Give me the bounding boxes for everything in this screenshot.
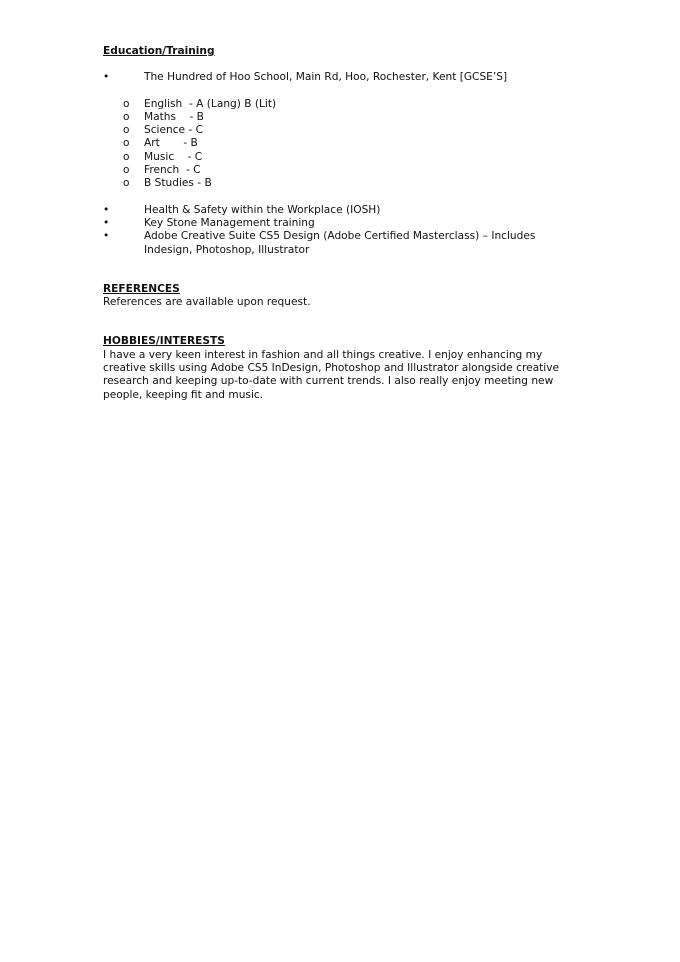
bullet-icon: • [103,203,110,216]
grades-list [103,98,583,191]
circle-bullet-icon: o [123,164,130,177]
grade-item [103,137,583,150]
list-item-school [103,71,583,190]
grade-item [103,111,583,124]
grade-item [103,177,583,190]
grade-item [103,151,583,164]
hobbies-heading: HOBBIES/INTERESTS [103,335,225,348]
education-heading: Education/Training [103,45,215,57]
spacer [103,309,583,335]
bullet-icon: • [103,71,110,84]
hobbies-text: I have a very keen interest in fashion and all things creative. I enjoy enhancing my creative skills using Adobe CS5 InDesign, Photoshop and Illustrator alongside creative research and keeping up-to-date with current trends. I also really enjoy meeting new people, keeping fit and music. [103,348,560,401]
grade-text: B Studies - B [144,177,212,190]
spacer [103,58,583,71]
circle-bullet-icon: o [123,177,130,190]
school-name: The Hundred of Hoo School, Main Rd, Hoo, Rochester, Kent [GCSE’S] [144,71,508,84]
references-heading: REFERENCES [103,282,180,295]
course-text: Key Stone Management training [144,216,315,229]
references-text: References are available upon request. [103,296,311,309]
grade-text: Art - B [144,137,198,150]
document-content [103,45,583,402]
circle-bullet-icon: o [123,150,130,163]
bullet-icon: • [103,216,110,229]
bullet-icon: • [103,230,110,243]
course-text: Adobe Creative Suite CS5 Design (Adobe Certified Masterclass) – Includes Indesign, Photoshop, Illustrator [144,230,536,256]
circle-bullet-icon: o [123,124,130,137]
grade-item [103,164,583,177]
list-item-course [103,204,583,217]
grade-text: Science - C [144,124,204,137]
circle-bullet-icon: o [123,137,130,150]
spacer [103,257,583,283]
grade-text: French - C [144,164,201,177]
list-item-course [103,230,583,257]
list-item-course [103,217,583,230]
circle-bullet-icon: o [123,97,130,110]
circle-bullet-icon: o [123,110,130,123]
grade-text: English - A (Lang) B (Lit) [144,97,277,110]
course-text: Health & Safety within the Workplace (IOSH) [144,203,381,216]
grade-text: Music - C [144,150,203,163]
grade-item [103,124,583,137]
education-list [103,71,583,257]
grade-text: Maths - B [144,110,204,123]
grade-item [103,98,583,111]
